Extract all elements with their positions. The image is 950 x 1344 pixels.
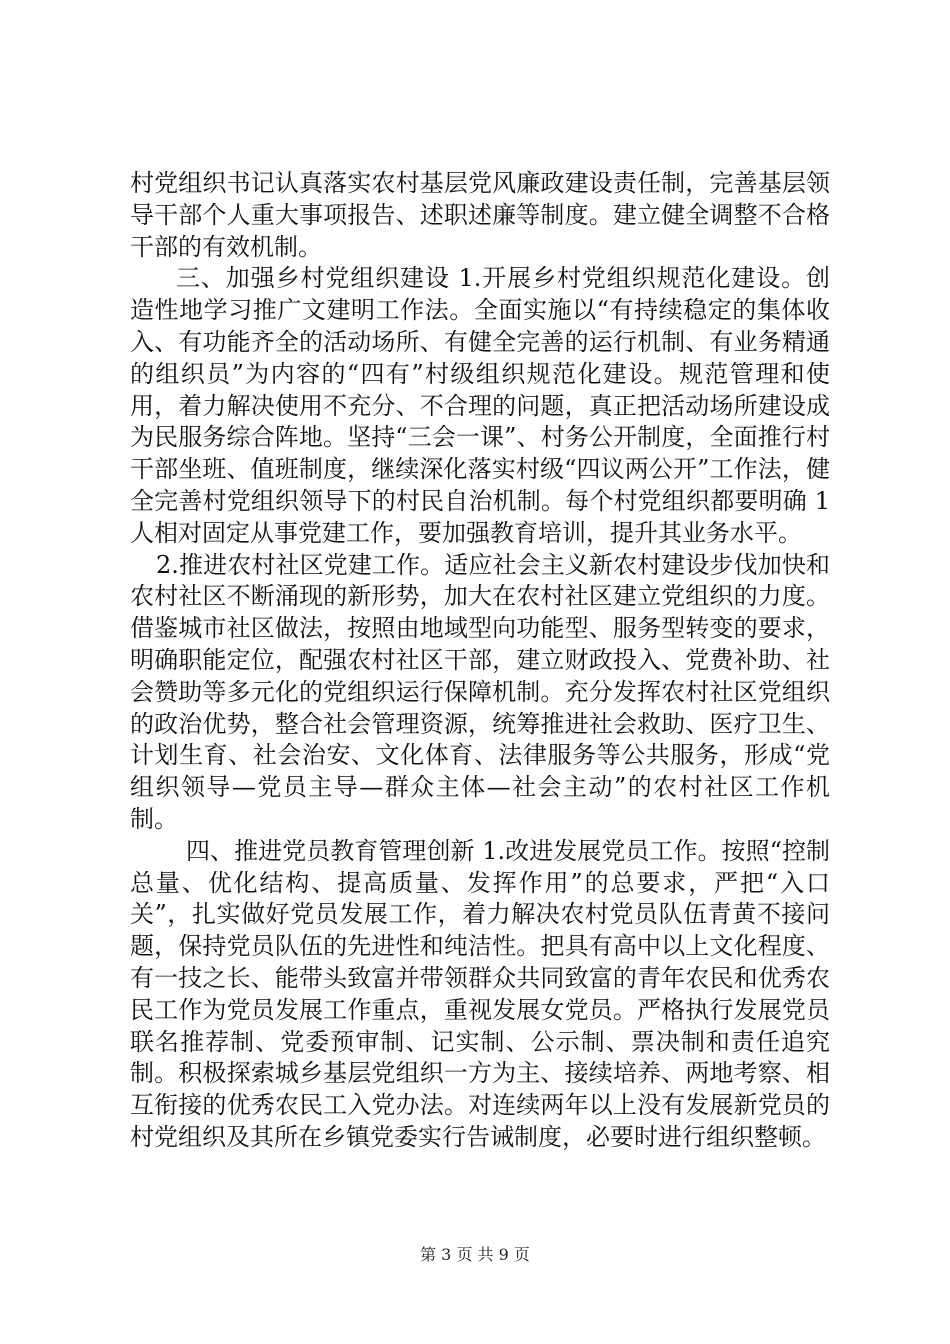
page-number-footer: 第 3 页 共 9 页 xyxy=(420,1245,530,1264)
paragraph-2: 三、加强乡村党组织建设 1.开展乡村党组织规范化建设。创造性地学习推广文建明工作法。全面实施以“有持续稳定的集体收入、有功能齐全的活动场所、有健全完善的运行机制、有业务精通的组织员”为内容的“四有”村级组织规范化建设。规范管理和使用，着力解决使用不充分、不合理的问题，真正把活动场所建设成为民服务综合阵地。坚持“三会一课”、村务公开制度，全面推行村干部坐班、值班制度，继续深化落实村级“四议两公开”工作法，健全完善村党组织领导下的村民自治机制。每个村党组织都要明确 1 人相对固定从事党建工作，要加强教育培训，提升其业务水平。 xyxy=(130,264,830,547)
document-body xyxy=(130,168,830,1154)
paragraph-3: 2.推进农村社区党建工作。适应社会主义新农村建设步伐加快和农村社区不断涌现的新形势，加大在农村社区建立党组织的力度。借鉴城市社区做法，按照由地域型向功能型、服务型转变的要求，明确职能定位，配强农村社区干部，建立财政投入、党费补助、社会赞助等多元化的党组织运行保障机制。充分发挥农村社区党组织的政治优势，整合社会管理资源，统筹推进社会救助、医疗卫生、计划生育、社会治安、文化体育、法律服务等公共服务，形成“党组织领导—党员主导—群众主体—社会主动”的农村社区工作机制。 xyxy=(130,550,830,833)
paragraph-4: 四、推进党员教育管理创新 1.改进发展党员工作。按照“控制总量、优化结构、提高质量、发挥作用”的总要求，严把“入口关”，扎实做好党员发展工作，着力解决农村党员队伍青黄不接问题，保持党员队伍的先进性和纯洁性。把具有高中以上文化程度、有一技之长、能带头致富并带领群众共同致富的青年农民和优秀农民工作为党员发展工作重点，重视发展女党员。严格执行发展党员联名推荐制、党委预审制、记实制、公示制、票决制和责任追究制。积极探索城乡基层党组织一方为主、接续培养、两地考察、相互衔接的优秀农民工入党办法。对连续两年以上没有发展新党员的村党组织及其所在乡镇党委实行告诫制度，必要时进行组织整顿。 xyxy=(130,836,830,1151)
paragraph-1: 村党组织书记认真落实农村基层党风廉政建设责任制，完善基层领导干部个人重大事项报告、述职述廉等制度。建立健全调整不合格干部的有效机制。 xyxy=(130,169,830,261)
